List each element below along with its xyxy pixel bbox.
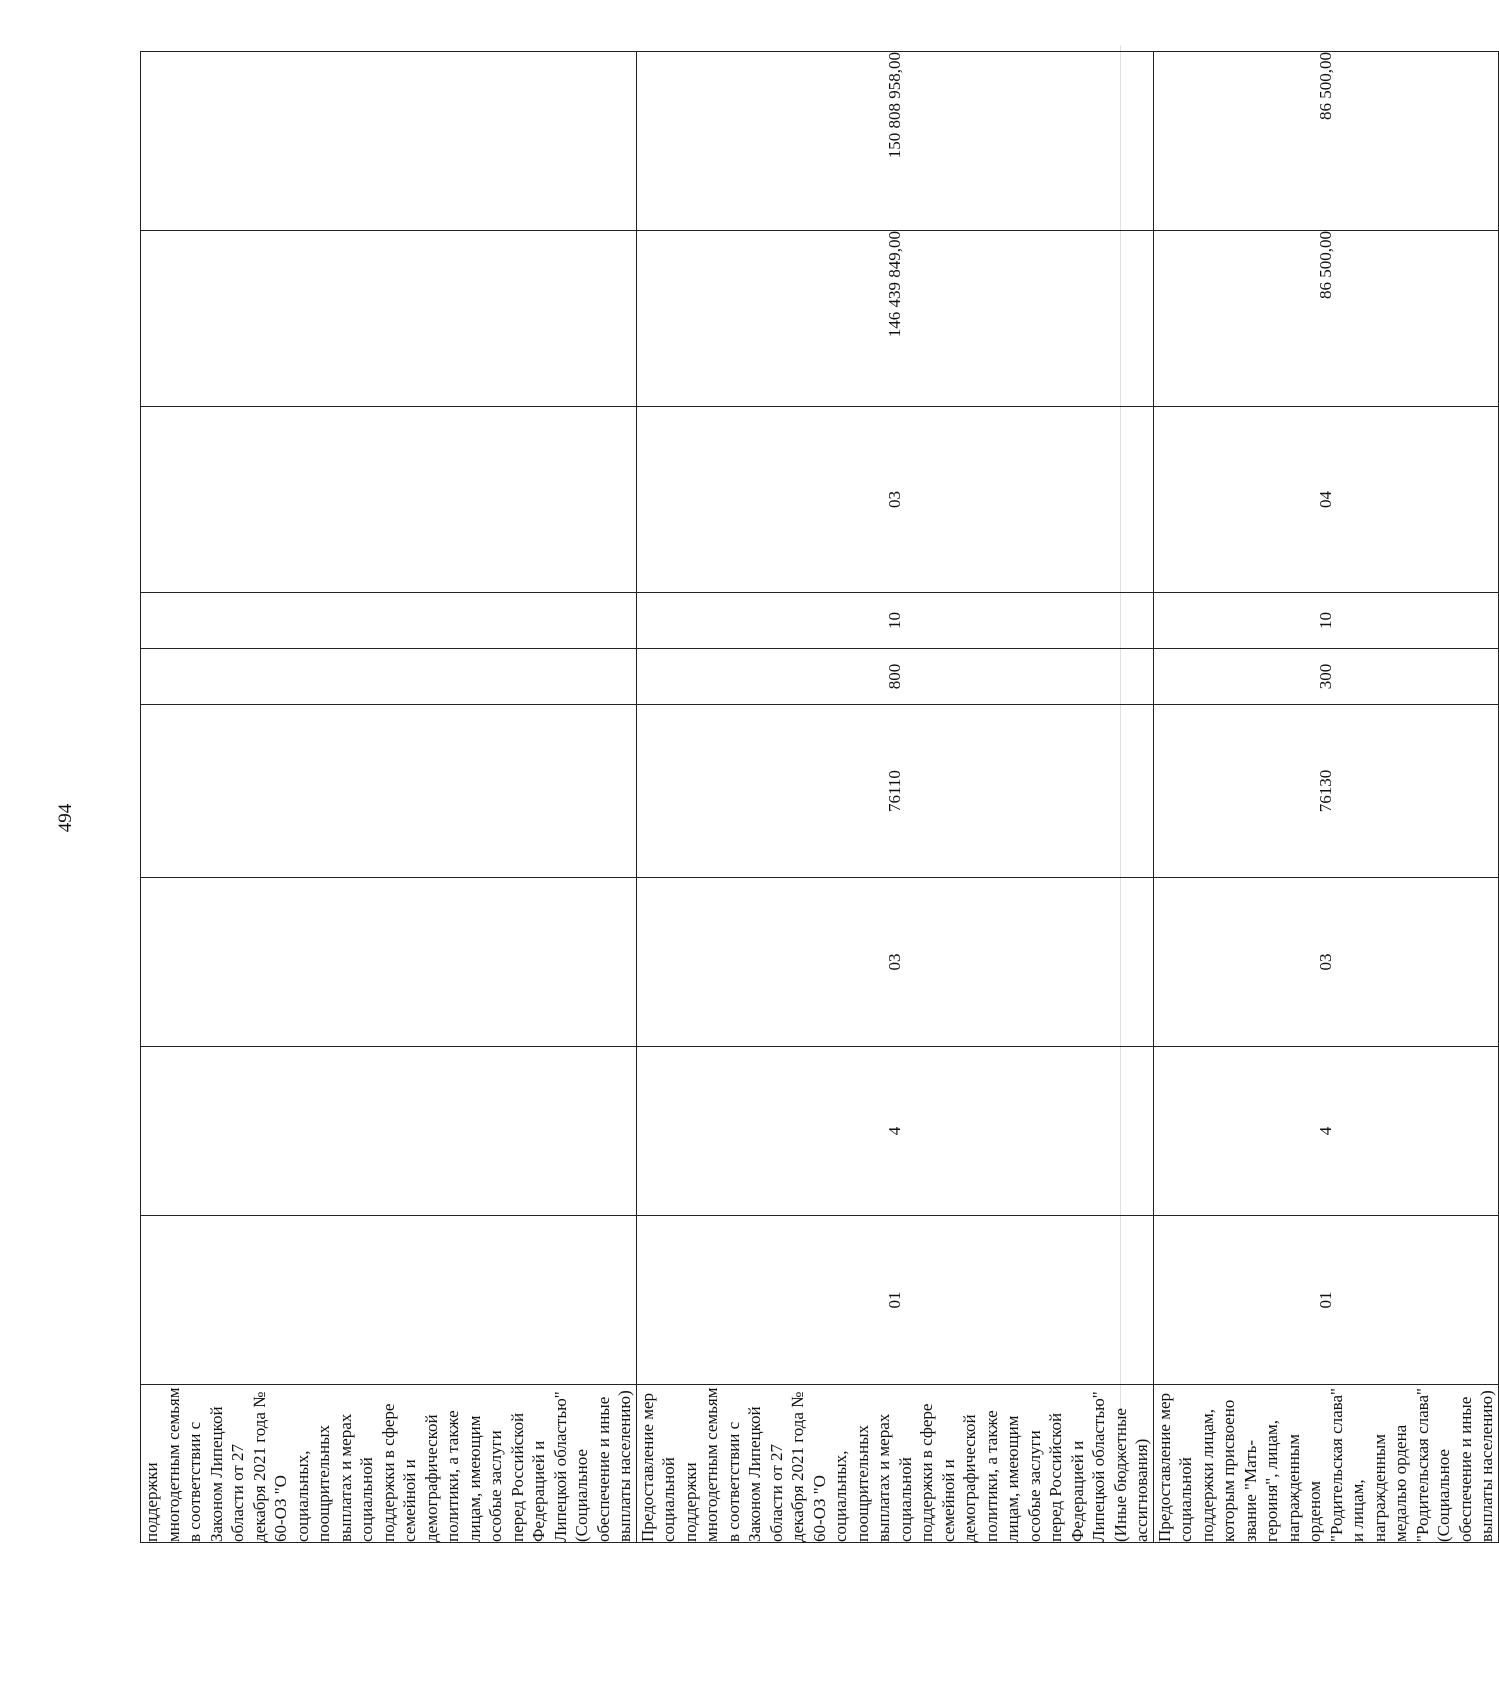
- cell-subsection: 04: [1153, 407, 1498, 593]
- cell-direction: 76130: [1153, 705, 1498, 878]
- cell-subprogram: 4: [636, 1047, 1153, 1216]
- cell-amount-year-2: [141, 52, 637, 231]
- table-row: [1153, 52, 1498, 1543]
- cell-expense-type: 300: [1153, 649, 1498, 705]
- budget-table: [140, 52, 1496, 1543]
- cell-section: [141, 593, 637, 649]
- cell-subsection: 03: [636, 407, 1153, 593]
- cell-main-event: 03: [636, 878, 1153, 1047]
- cell-direction: [141, 705, 637, 878]
- cell-program: 01: [1153, 1216, 1498, 1385]
- cell-amount-year-2: 86 500,00: [1153, 52, 1498, 231]
- cell-amount-year-2: 150 808 958,00: [636, 52, 1153, 231]
- row-description: Предоставление мер социальной поддержки многодетным семьям в соответствии с Законом Липецкой области от 27 декабря 2021 года № 60-ОЗ "О социальных, поощрительных выплатах и мерах социальной поддержки в сфере семейной и демографической политики, а также лицам, имеющим особые заслуги перед Российской Федерацией и Липецкой областью" (Иные бюджетные ассигнования): [636, 1385, 1153, 1543]
- cell-expense-type: [141, 649, 637, 705]
- cell-main-event: 03: [1153, 878, 1498, 1047]
- cell-main-event: [141, 878, 637, 1047]
- cell-program: 01: [636, 1216, 1153, 1385]
- row-description: Предоставление мер социальной поддержки лицам, которым присвоено звание "Мать-героиня", лицам, награжденным орденом "Родительская слава" и лицам, награжденным медалью ордена "Родительская слава" (Социальное обеспечение и иные выплаты населению): [1153, 1385, 1498, 1543]
- cell-direction: 76110: [636, 705, 1153, 878]
- cell-expense-type: 800: [636, 649, 1153, 705]
- page-number: 494: [55, 803, 76, 833]
- row-description: поддержки многодетным семьям в соответствии с Законом Липецкой области от 27 декабря 2021 года № 60-ОЗ "О социальных, поощрительных выплатах и мерах социальной поддержки в сфере семейной и демографической политики, а также лицам, имеющим особые заслуги перед Российской Федерацией и Липецкой областью" (Социальное обеспечение и иные выплаты населению): [141, 1385, 637, 1543]
- cell-subsection: [141, 407, 637, 593]
- budget-table-grid: [140, 51, 1499, 1543]
- table-row: [636, 52, 1153, 1543]
- cell-section: 10: [636, 593, 1153, 649]
- cell-subprogram: [141, 1047, 637, 1216]
- cell-program: [141, 1216, 637, 1385]
- cell-amount-year-1: [141, 231, 637, 407]
- cell-subprogram: 4: [1153, 1047, 1498, 1216]
- cell-section: 10: [1153, 593, 1498, 649]
- table-row: [141, 52, 637, 1543]
- cell-amount-year-1: 86 500,00: [1153, 231, 1498, 407]
- cell-amount-year-1: 146 439 849,00: [636, 231, 1153, 407]
